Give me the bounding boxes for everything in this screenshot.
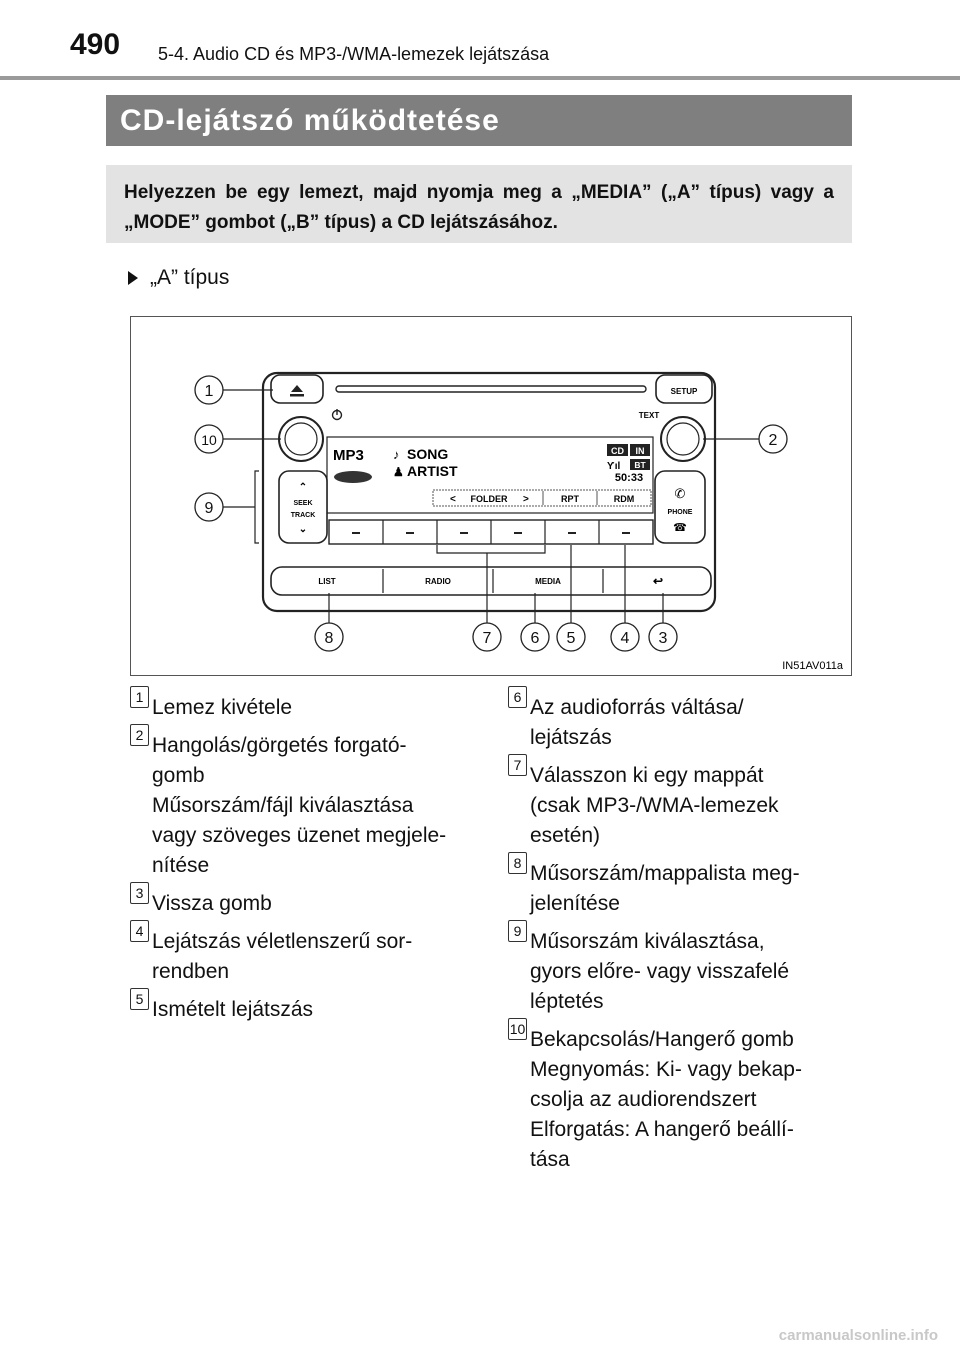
bottom-button-row: [271, 567, 711, 595]
legend-text: [152, 995, 480, 1025]
svg-text:⌄: ⌄: [298, 524, 308, 535]
phone-label: PHONE: [667, 509, 693, 516]
section-title: CD-lejátszó működtetése: [106, 95, 852, 146]
song-label: SONG: [407, 446, 449, 462]
svg-text:9: 9: [204, 500, 214, 517]
legend-text: [152, 927, 480, 987]
svg-text:2: 2: [768, 432, 778, 449]
legend-line: gyors előre- vagy visszafelé: [530, 960, 790, 983]
legend-item: [508, 923, 848, 1017]
back-icon: ↩: [652, 574, 664, 588]
legend-item: [508, 1021, 848, 1175]
arrow-right-icon: [128, 271, 138, 285]
legend-line: Bekapcsolás/Hangerő gomb: [530, 1028, 794, 1051]
legend-line: esetén): [530, 824, 601, 847]
legend-left: [130, 689, 480, 1033]
svg-text:8: 8: [324, 630, 334, 647]
number-badge-icon: 6: [508, 686, 527, 708]
legend-text: [152, 731, 480, 881]
setup-label: SETUP: [670, 387, 698, 396]
page-number: 490: [70, 28, 121, 61]
legend-text: [530, 1025, 848, 1175]
person-icon: ♟: [393, 465, 404, 479]
legend-line: Műsorszám kiválasztása,: [530, 930, 765, 953]
signal-icon: Ƴıl: [607, 461, 621, 472]
legend-line: Hangolás/görgetés forgató-: [152, 734, 407, 757]
note-icon: ♪: [393, 447, 400, 462]
number-badge-icon: 9: [508, 920, 527, 942]
svg-text:1: 1: [204, 383, 214, 400]
legend-line: tása: [530, 1148, 570, 1171]
legend-text: [152, 889, 480, 919]
legend-line: vagy szöveges üzenet megjele-: [152, 824, 447, 847]
number-badge-icon: 1: [130, 686, 149, 708]
folder-label: FOLDER: [470, 494, 508, 504]
number-badge-icon: 3: [130, 882, 149, 904]
legend-text: [530, 761, 848, 851]
media-label: MEDIA: [535, 577, 561, 586]
legend-text: [152, 693, 480, 723]
mp3-label: MP3: [333, 447, 364, 464]
legend-item: [130, 689, 480, 723]
text-label: TEXT: [638, 411, 660, 420]
radio-figure: [130, 316, 852, 676]
legend-item: [130, 923, 480, 987]
legend-line: léptetés: [530, 990, 604, 1013]
svg-text:4: 4: [620, 630, 630, 647]
legend-line: rendben: [152, 960, 230, 983]
hangup-icon: ☎: [673, 522, 687, 534]
legend-line: Az audioforrás váltása/: [530, 696, 744, 719]
legend-item: [130, 727, 480, 881]
legend-item: [130, 885, 480, 919]
list-label: LIST: [318, 577, 336, 586]
rdm-label: RDM: [613, 494, 635, 504]
number-badge-icon: 2: [130, 724, 149, 746]
radio-label: RADIO: [425, 577, 451, 586]
bt-badge-label: BT: [634, 460, 646, 470]
legend-line: Vissza gomb: [152, 892, 272, 915]
type-label: [128, 266, 229, 290]
svg-text:10: 10: [201, 432, 217, 448]
seek-label: SEEK: [293, 500, 313, 507]
svg-text:6: 6: [530, 630, 540, 647]
legend-text: [530, 693, 848, 753]
legend-item: [130, 991, 480, 1025]
number-badge-icon: 5: [130, 988, 149, 1010]
legend-right: [508, 689, 848, 1183]
image-code: IN51AV011a: [782, 660, 843, 672]
svg-text:5: 5: [566, 630, 576, 647]
number-badge-icon: 7: [508, 754, 527, 776]
legend-item: [508, 855, 848, 919]
phone-icon: ✆: [674, 486, 686, 501]
legend-line: jelenítése: [530, 892, 620, 915]
rpt-label: RPT: [561, 494, 579, 504]
disc-icon: [334, 471, 372, 483]
number-badge-icon: 8: [508, 852, 527, 874]
legend-line: Lejátszás véletlenszerű sor-: [152, 930, 413, 953]
artist-label: ARTIST: [407, 463, 458, 479]
svg-text:7: 7: [482, 630, 492, 647]
legend-line: (csak MP3-/WMA-lemezek: [530, 794, 779, 817]
legend-item: [508, 689, 848, 753]
legend-line: csolja az audiorendszert: [530, 1088, 757, 1111]
legend-line: nítése: [152, 854, 210, 877]
folder-next-icon: >: [523, 494, 529, 505]
legend-line: Műsorszám/mappalista meg-: [530, 862, 800, 885]
type-label-text: „A” típus: [150, 266, 230, 289]
legend-line: Lemez kivétele: [152, 696, 293, 719]
legend-line: Műsorszám/fájl kiválasztása: [152, 794, 414, 817]
legend-line: Válasszon ki egy mappát: [530, 764, 764, 787]
number-badge-icon: 4: [130, 920, 149, 942]
legend-line: gomb: [152, 764, 205, 787]
legend-line: lejátszás: [530, 726, 612, 749]
legend-line: Elforgatás: A hangerő beállí-: [530, 1118, 794, 1141]
svg-text:⌃: ⌃: [298, 482, 308, 493]
cd-badge-label: CD: [611, 446, 624, 456]
time-display: 50:33: [614, 472, 644, 484]
svg-text:3: 3: [658, 630, 668, 647]
cd-slot: [336, 386, 646, 392]
watermark: carmanualsonline.info: [778, 1327, 938, 1344]
legend-text: [530, 927, 848, 1017]
folder-prev-icon: <: [450, 494, 456, 505]
legend-line: Ismételt lejátszás: [152, 998, 314, 1021]
legend-item: [508, 757, 848, 851]
legend-text: [530, 859, 848, 919]
chapter-header: 5-4. Audio CD és MP3-/WMA-lemezek lejátszása: [158, 44, 550, 64]
in-badge-label: IN: [635, 446, 645, 456]
intro-box: Helyezzen be egy lemezt, majd nyomja meg a „MEDIA” („A” típus) vagy a „MODE” gombot („B” típus) a CD lejátszásához.: [106, 165, 852, 243]
legend-line: Megnyomás: Ki- vagy bekap-: [530, 1058, 802, 1081]
header-divider: [0, 76, 960, 80]
number-badge-icon: 10: [508, 1018, 527, 1040]
radio-illustration: [131, 317, 853, 677]
track-label: TRACK: [290, 512, 316, 519]
